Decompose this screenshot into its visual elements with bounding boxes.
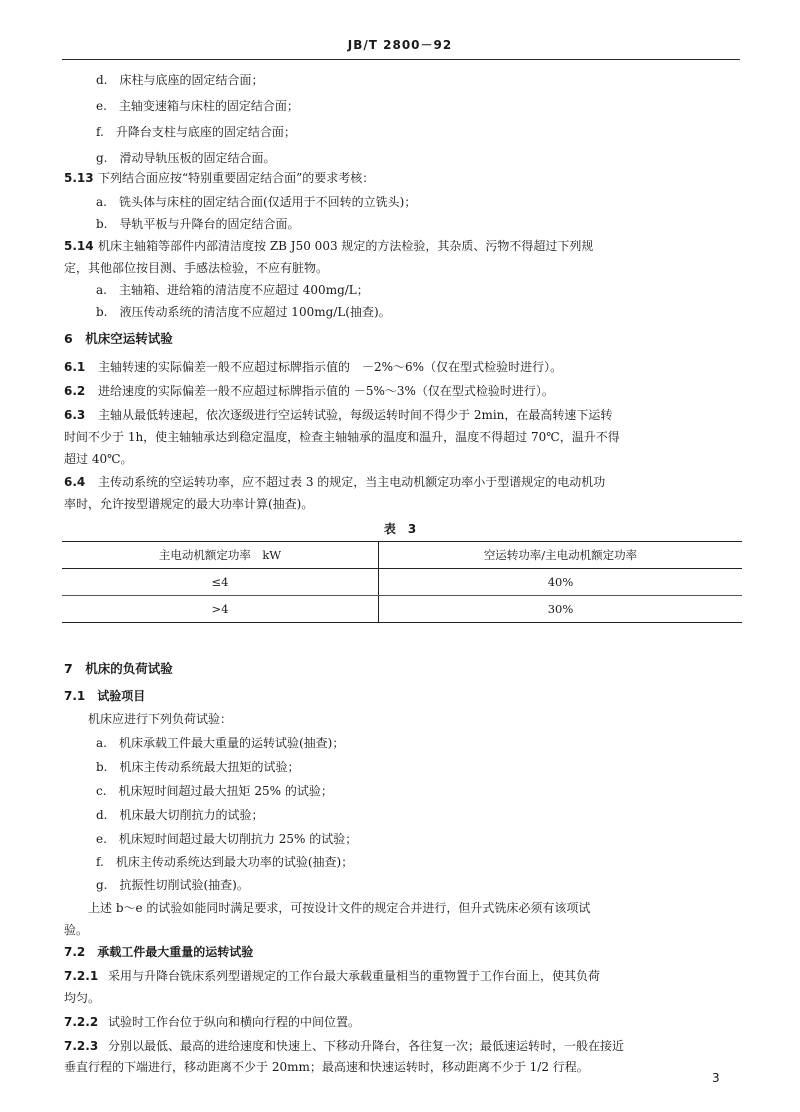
- paragraph-line: 定，其他部位按目测、手感法检验，不应有脏物。: [64, 261, 329, 275]
- paragraph-line: 时间不少于 1h，使主轴轴承达到稳定温度，检查主轴轴承的温度和温升，温度不得超过 70℃，温升不得: [64, 430, 620, 444]
- clause-number: 5.13: [64, 171, 94, 185]
- table-row: [62, 596, 742, 623]
- header-rule: [62, 59, 740, 60]
- list-item: a. 机床承载工件最大重量的运转试验(抽查)；: [96, 736, 345, 750]
- list-item: a. 主轴箱、进给箱的清洁度不应超过 400mg/L；: [96, 283, 369, 297]
- table-cell: 30%: [379, 596, 743, 623]
- list-item: b. 液压传动系统的清洁度不应超过 100mg/L(抽查)。: [96, 305, 391, 319]
- paragraph-line: 垂直行程的下端进行，移动距离不少于 20mm；最高速和快速运转时，移动距离不少于 1/2 行程。: [64, 1060, 589, 1074]
- section-heading-6: 6 机床空运转试验: [64, 331, 173, 346]
- list-item: e. 机床短时间超过最大切削抗力 25% 的试验；: [96, 832, 358, 846]
- table-header-cell: 主电动机额定功率 kW: [62, 542, 379, 569]
- clause-text: 进给速度的实际偏差一般不应超过标牌指示值的 －5%～3%（仅在型式检验时进行）。: [98, 384, 554, 398]
- list-item: d. 床柱与底座的固定结合面；: [96, 73, 264, 87]
- list-item: a. 铣头体与床柱的固定结合面(仅适用于不回转的立铣头)；: [96, 195, 417, 209]
- clause-text: 主传动系统的空运转功率，应不超过表 3 的规定，当主电动机额定功率小于型谱规定的电动机功: [98, 475, 606, 489]
- clause-text: 机床主轴箱等部件内部清洁度按 ZB J50 003 规定的方法检验，其杂质、污物不得超过下列规: [98, 239, 594, 253]
- clause-7-2-1: [64, 968, 600, 984]
- table-cell: >4: [62, 596, 379, 623]
- clause-text: 分别以最低、最高的进给速度和快速上、下移动升降台，各往复一次；最低速运转时，一般在接近: [108, 1039, 625, 1053]
- list-item: f. 升降台支柱与底座的固定结合面；: [96, 125, 296, 139]
- clause-7-2-2: [64, 1014, 360, 1030]
- subsection-heading-7-2: 7.2 承载工件最大重量的运转试验: [64, 945, 254, 959]
- clause-number: 7.2.2: [64, 1015, 99, 1029]
- table-row: [62, 569, 742, 596]
- subsection-heading-7-1: 7.1 试验项目: [64, 689, 146, 703]
- list-item: e. 主轴变速箱与床柱的固定结合面；: [96, 99, 299, 113]
- list-item: d. 机床最大切削抗力的试验；: [96, 808, 264, 822]
- table-cell: 40%: [379, 569, 743, 596]
- section-heading-7: 7 机床的负荷试验: [64, 661, 173, 676]
- document-code: JB/T 2800－92: [347, 38, 453, 52]
- clause-6-4: [64, 474, 605, 490]
- list-item: b. 导轨平板与升降台的固定结合面。: [96, 217, 300, 231]
- list-item: g. 抗振性切削试验(抽查)。: [96, 878, 249, 892]
- clause-5-13: [64, 170, 374, 186]
- clause-text: 采用与升降台铣床系列型谱规定的工作台最大承载重量相当的重物置于工作台面上，使其负荷: [108, 969, 601, 983]
- clause-5-14: [64, 238, 593, 254]
- clause-number: 6.1: [64, 360, 86, 374]
- clause-6-3: [64, 407, 612, 423]
- clause-number: 6.3: [64, 408, 86, 422]
- clause-number: 7.2.1: [64, 969, 99, 983]
- paragraph-line: 机床应进行下列负荷试验：: [88, 712, 233, 726]
- clause-6-1: [64, 359, 562, 375]
- table-header-row: [62, 542, 742, 569]
- table-caption: 表 3: [383, 522, 417, 536]
- clause-number: 7.2.3: [64, 1039, 99, 1053]
- clause-number: 6.4: [64, 475, 86, 489]
- clause-text: 试验时工作台位于纵向和横向行程的中间位置。: [108, 1015, 361, 1029]
- paragraph-line: 超过 40℃。: [64, 452, 133, 466]
- clause-number: 5.14: [64, 239, 94, 253]
- clause-text: 主轴转速的实际偏差一般不应超过标牌指示值的 －2%～6%（仅在型式检验时进行）。: [98, 360, 563, 374]
- list-item: c. 机床短时间超过最大扭矩 25% 的试验；: [96, 784, 333, 798]
- clause-text: 主轴从最低转速起，依次逐级进行空运转试验，每级运转时间不得少于 2min，在最高转速下运转: [98, 408, 613, 422]
- table-cell: ≤4: [62, 569, 379, 596]
- paragraph-line: 均匀。: [64, 991, 101, 1005]
- paragraph-line: 验。: [64, 923, 89, 937]
- paragraph-line: 率时，允许按型谱规定的最大功率计算(抽查)。: [64, 497, 314, 511]
- power-table: [62, 541, 742, 623]
- list-item: b. 机床主传动系统最大扭矩的试验；: [96, 760, 300, 774]
- paragraph-line: 上述 b～e 的试验如能同时满足要求，可按设计文件的规定合并进行，但升式铣床必须有该项试: [88, 901, 591, 915]
- page-number: 3: [712, 1071, 720, 1085]
- clause-text: 下列结合面应按“特别重要固定结合面”的要求考核：: [98, 171, 375, 185]
- clause-number: 6.2: [64, 384, 86, 398]
- clause-6-2: [64, 383, 554, 399]
- table-header-cell: 空运转功率/主电动机额定功率: [379, 542, 743, 569]
- clause-7-2-3: [64, 1038, 624, 1054]
- list-item: f. 机床主传动系统达到最大功率的试验(抽查)；: [96, 855, 354, 869]
- list-item: g. 滑动导轨压板的固定结合面。: [96, 151, 276, 165]
